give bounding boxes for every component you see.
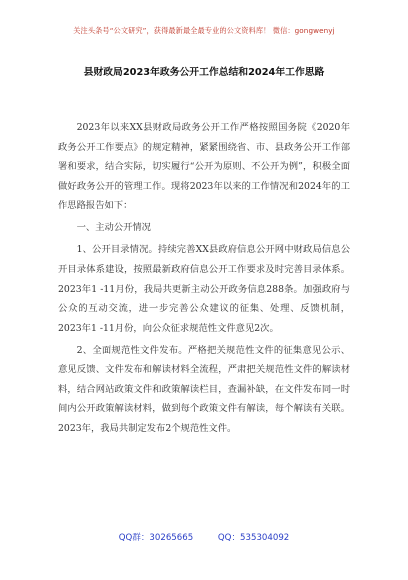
paragraph-intro: 2023年以来XX县财政局政务公开工作严格按照国务院《2020年政务公开工作要点》的规定精神，紧紧围绕省、市、县政务公开工作部署和要求，结合实际，切实履行“公开为原则、不公开为例”，积极全面做好政务公开的管理工作。现将2023年以来的工作情况和2024年的工作思路报告如下：	[58, 122, 350, 212]
paragraph-catalog: 1、公开目录情况。持续完善XX县政府信息公开网中财政局信息公开目录体系建设，按照最新政府信息公开工作要求及时完善目录体系。2023年1 -11月份，我局共更新主动公开政务信息288条。加强政府与公众的互动交流，进一步完善公众建议的征集、处理、反馈机制，2023年1 -11月份，向公众征求规范性文件意见2次。	[58, 244, 350, 334]
footer-contact	[0, 531, 408, 543]
paragraph-normative-docs: 2、全面规范性文件发布。严格把关规范性文件的征集意见公示、意见反馈、文件发布和解读材料全流程，严肃把关规范性文件的解读材料，结合网站政策文件和政策解读栏目，查漏补缺，在文件发布同一时间内公开政策解读材料，做到每个政策文件有解读，每个解读有关联。2023年，我局共制定发布2个规范性文件。	[58, 344, 350, 435]
footer-qq: QQ：535304092	[217, 533, 290, 543]
header-banner: 关注头条号“公文研究”，获得最新最全最专业的公文资料库！ 微信：gongwenyj	[73, 26, 335, 35]
section-heading: 一、主动公开情况	[76, 222, 151, 234]
document-title: 县财政局2023年政务公开工作总结和2024年工作思路	[83, 67, 325, 78]
document-body	[58, 118, 350, 441]
footer-qq-group: QQ群：30265665	[118, 533, 194, 543]
